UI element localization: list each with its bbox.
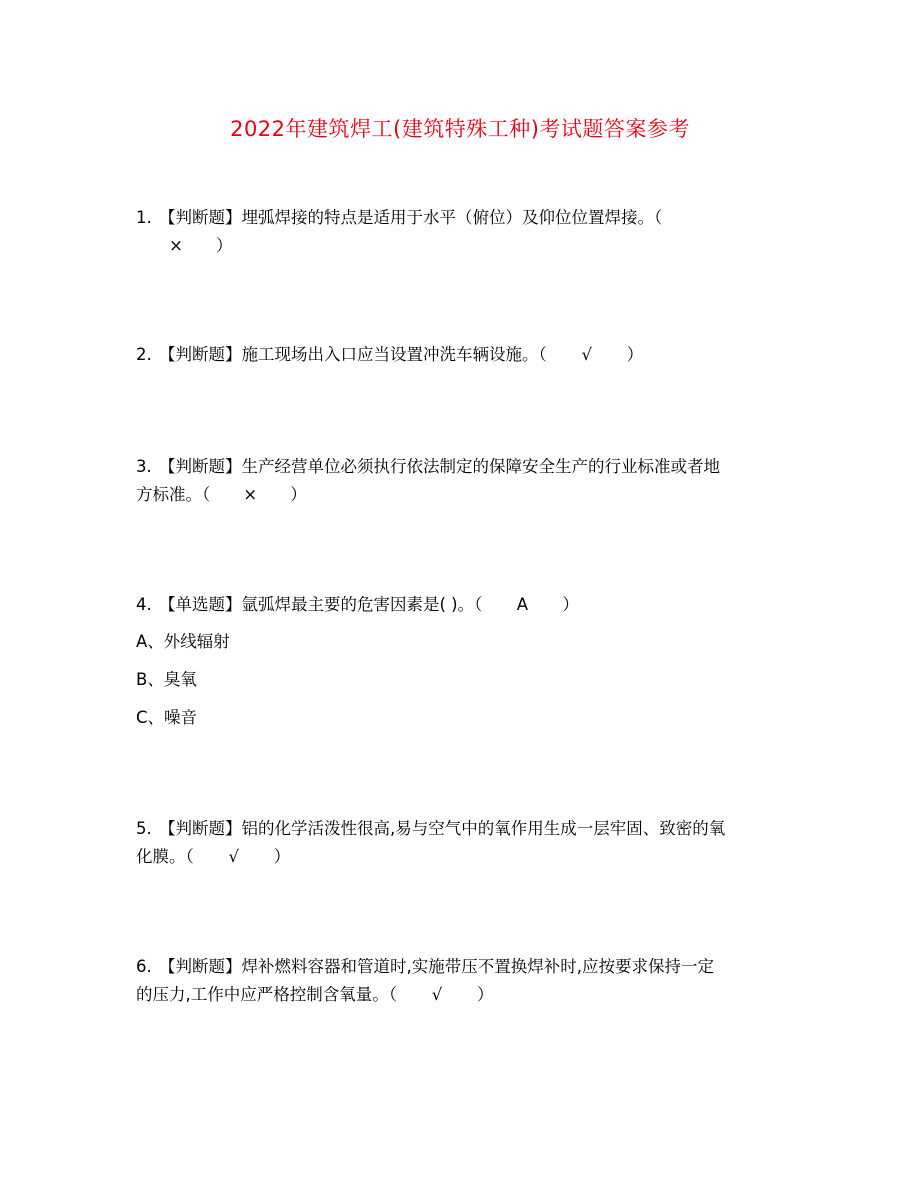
question-text: 埋弧焊接的特点是适用于水平（俯位）及仰位位置焊接。（	[241, 208, 663, 227]
question-type: 【判断题】	[159, 208, 242, 227]
question-6	[136, 953, 791, 1009]
question-number: 1.	[136, 208, 152, 227]
option-c: C、噪音	[136, 708, 198, 727]
close-paren: ）	[477, 985, 494, 1004]
question-number: 4.	[136, 595, 152, 614]
question-number: 3.	[136, 457, 152, 476]
question-number: 6.	[136, 957, 152, 976]
question-text: 施工现场出入口应当设置冲洗车辆设施。（	[241, 345, 547, 364]
question-text-continued: 的压力,工作中应严格控制含氧量。（	[136, 985, 397, 1004]
close-paren: ）	[273, 847, 291, 866]
question-type: 【判断题】	[159, 457, 242, 476]
question-type: 【判断题】	[159, 345, 242, 364]
answer-mark: A	[516, 595, 529, 614]
close-paren: ）	[562, 595, 579, 614]
question-line	[136, 453, 791, 481]
question-number: 5.	[136, 819, 152, 838]
option-a: A、外线辐射	[136, 632, 230, 651]
option-b: B、臭氧	[136, 670, 197, 689]
question-type: 【判断题】	[159, 957, 242, 976]
question-type: 【判断题】	[159, 819, 242, 838]
question-text-continued: 方标准。（	[136, 485, 211, 504]
question-line	[136, 232, 791, 260]
answer-mark: ×	[243, 485, 258, 504]
question-line	[136, 843, 791, 871]
question-text-continued: 化膜。（	[136, 847, 194, 866]
question-type: 【单选题】	[159, 595, 242, 614]
question-line	[136, 341, 791, 369]
question-1	[136, 204, 791, 260]
close-paren: ）	[216, 236, 233, 255]
question-line	[136, 481, 791, 509]
question-line	[136, 953, 791, 981]
close-paren: ）	[290, 485, 307, 504]
question-number: 2.	[136, 345, 152, 364]
question-3	[136, 453, 791, 509]
question-line	[136, 815, 791, 843]
answer-mark: √	[581, 345, 592, 364]
question-line	[136, 204, 791, 232]
question-4	[136, 591, 791, 619]
question-text: 生产经营单位必须执行依法制定的保障安全生产的行业标准或者地	[241, 457, 720, 476]
question-line	[136, 981, 791, 1009]
close-paren: ）	[626, 345, 644, 364]
question-2	[136, 341, 791, 369]
answer-mark: √	[431, 985, 443, 1004]
question-line	[136, 591, 791, 619]
question-text: 焊补燃料容器和管道时,实施带压不置换焊补时,应按要求保持一定	[241, 957, 714, 976]
answer-mark: √	[228, 847, 239, 866]
question-text: 铝的化学活泼性很高,易与空气中的氧作用生成一层牢固、致密的氧	[241, 819, 726, 838]
question-text: 氩弧焊最主要的危害因素是( )。（	[241, 595, 483, 614]
document-title: 2022年建筑焊工(建筑特殊工种)考试题答案参考	[230, 117, 690, 141]
answer-mark: ×	[169, 236, 183, 255]
question-5	[136, 815, 791, 871]
